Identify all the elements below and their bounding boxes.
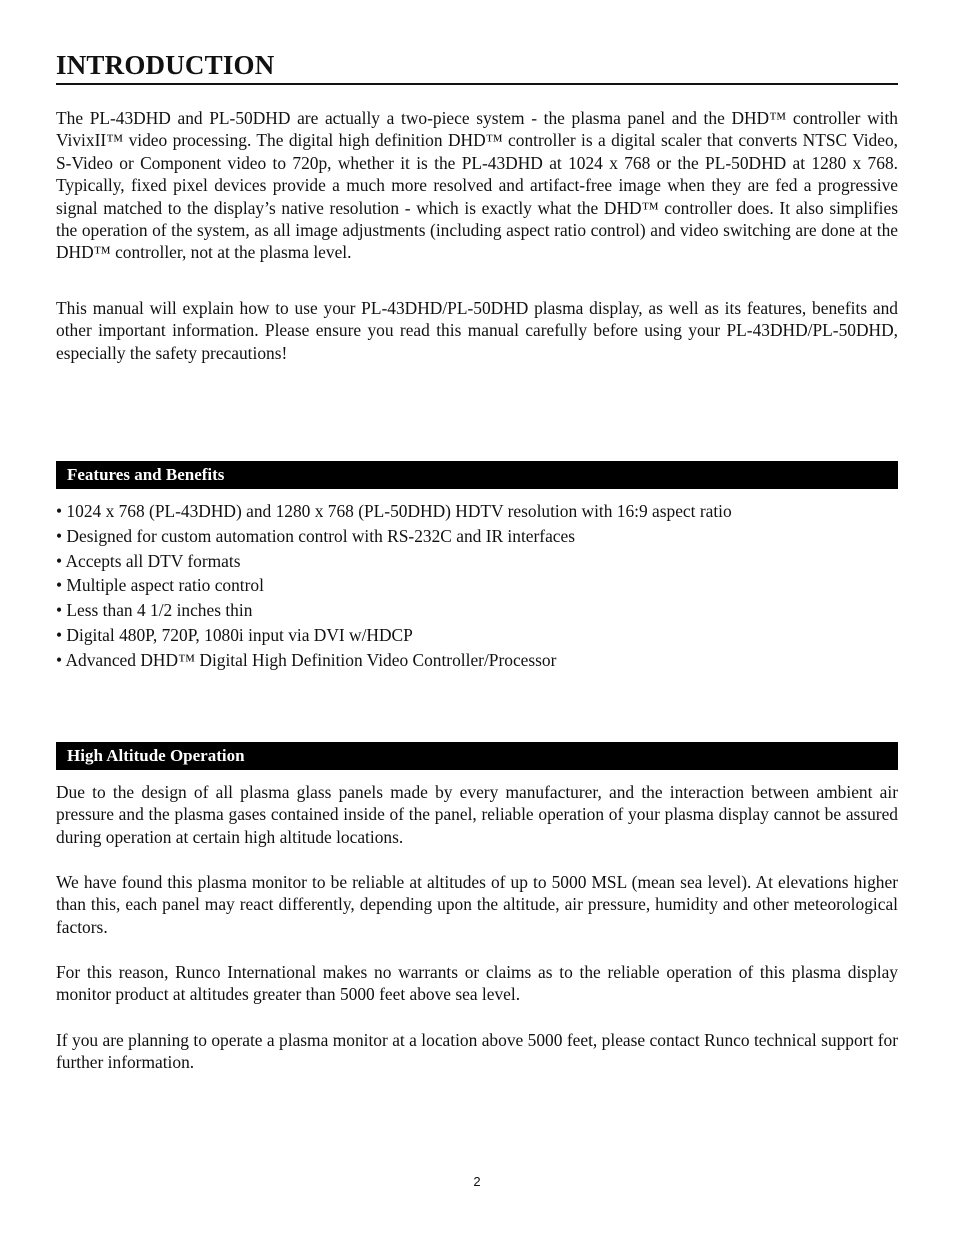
list-item: • Designed for custom automation control with RS-232C and IR interfaces (56, 525, 576, 546)
list-item: • Accepts all DTV formats (56, 550, 241, 571)
altitude-paragraph-3: For this reason, Runco International makes no warrants or claims as to the reliable operation of this plasma display monitor product at altitudes greater than 5000 feet above sea level. (56, 962, 898, 1005)
intro-paragraph-1: The PL-43DHD and PL-50DHD are actually a two-piece system - the plasma panel and the DHD™ controller with VivixII™ video processing. The digital high definition DHD™ controller is a digital scaler that converts NTSC Video, S-Video or Component video to 720p, whether it is the PL-43DHD at 1024 x 768 or the PL-50DHD at 1280 x 768. Typically, fixed pixel devices provide a much more resolved and artifact-free image when they are fed a progressive signal matched to the display’s native resolution - which is exactly what the DHD™ controller does. It also simplifies the operation of the system, as all image adjustments (including aspect ratio control) and video switching are done at the DHD™ controller, not at the plasma level. (56, 108, 898, 263)
page-title: INTRODUCTION (56, 48, 898, 85)
intro-paragraph-2: This manual will explain how to use your PL-43DHD/PL-50DHD plasma display, as well as its features, benefits and other important information. Please ensure you read this manual carefully before using your PL-43DHD/PL-50DHD, especially the safety precautions! (56, 298, 898, 363)
features-list (56, 499, 898, 673)
altitude-paragraph-2: We have found this plasma monitor to be reliable at altitudes of up to 5000 MSL (mean sea level). At elevations higher than this, each panel may react differently, depending upon the altitude, air pressure, humidity and other meteorological factors. (56, 872, 898, 937)
list-item: • 1024 x 768 (PL-43DHD) and 1280 x 768 (PL-50DHD) HDTV resolution with 16:9 aspect ratio (56, 501, 732, 521)
altitude-paragraph-4: If you are planning to operate a plasma monitor at a location above 5000 feet, please contact Runco technical support for further information. (56, 1030, 898, 1073)
altitude-section-heading: High Altitude Operation (56, 742, 898, 770)
features-section-heading: Features and Benefits (56, 461, 898, 489)
list-item: • Multiple aspect ratio control (56, 575, 264, 596)
altitude-paragraph-1: Due to the design of all plasma glass panels made by every manufacturer, and the interaction between ambient air pressure and the plasma gases contained inside of the panel, reliable operation of your plasma display cannot be assured during operation at certain high altitude locations. (56, 782, 898, 847)
list-item: • Digital 480P, 720P, 1080i input via DVI w/HDCP (56, 624, 413, 645)
list-item: • Less than 4 1/2 inches thin (56, 600, 253, 621)
list-item: • Advanced DHD™ Digital High Definition Video Controller/Processor (56, 649, 557, 670)
page-number: 2 (473, 1174, 481, 1189)
